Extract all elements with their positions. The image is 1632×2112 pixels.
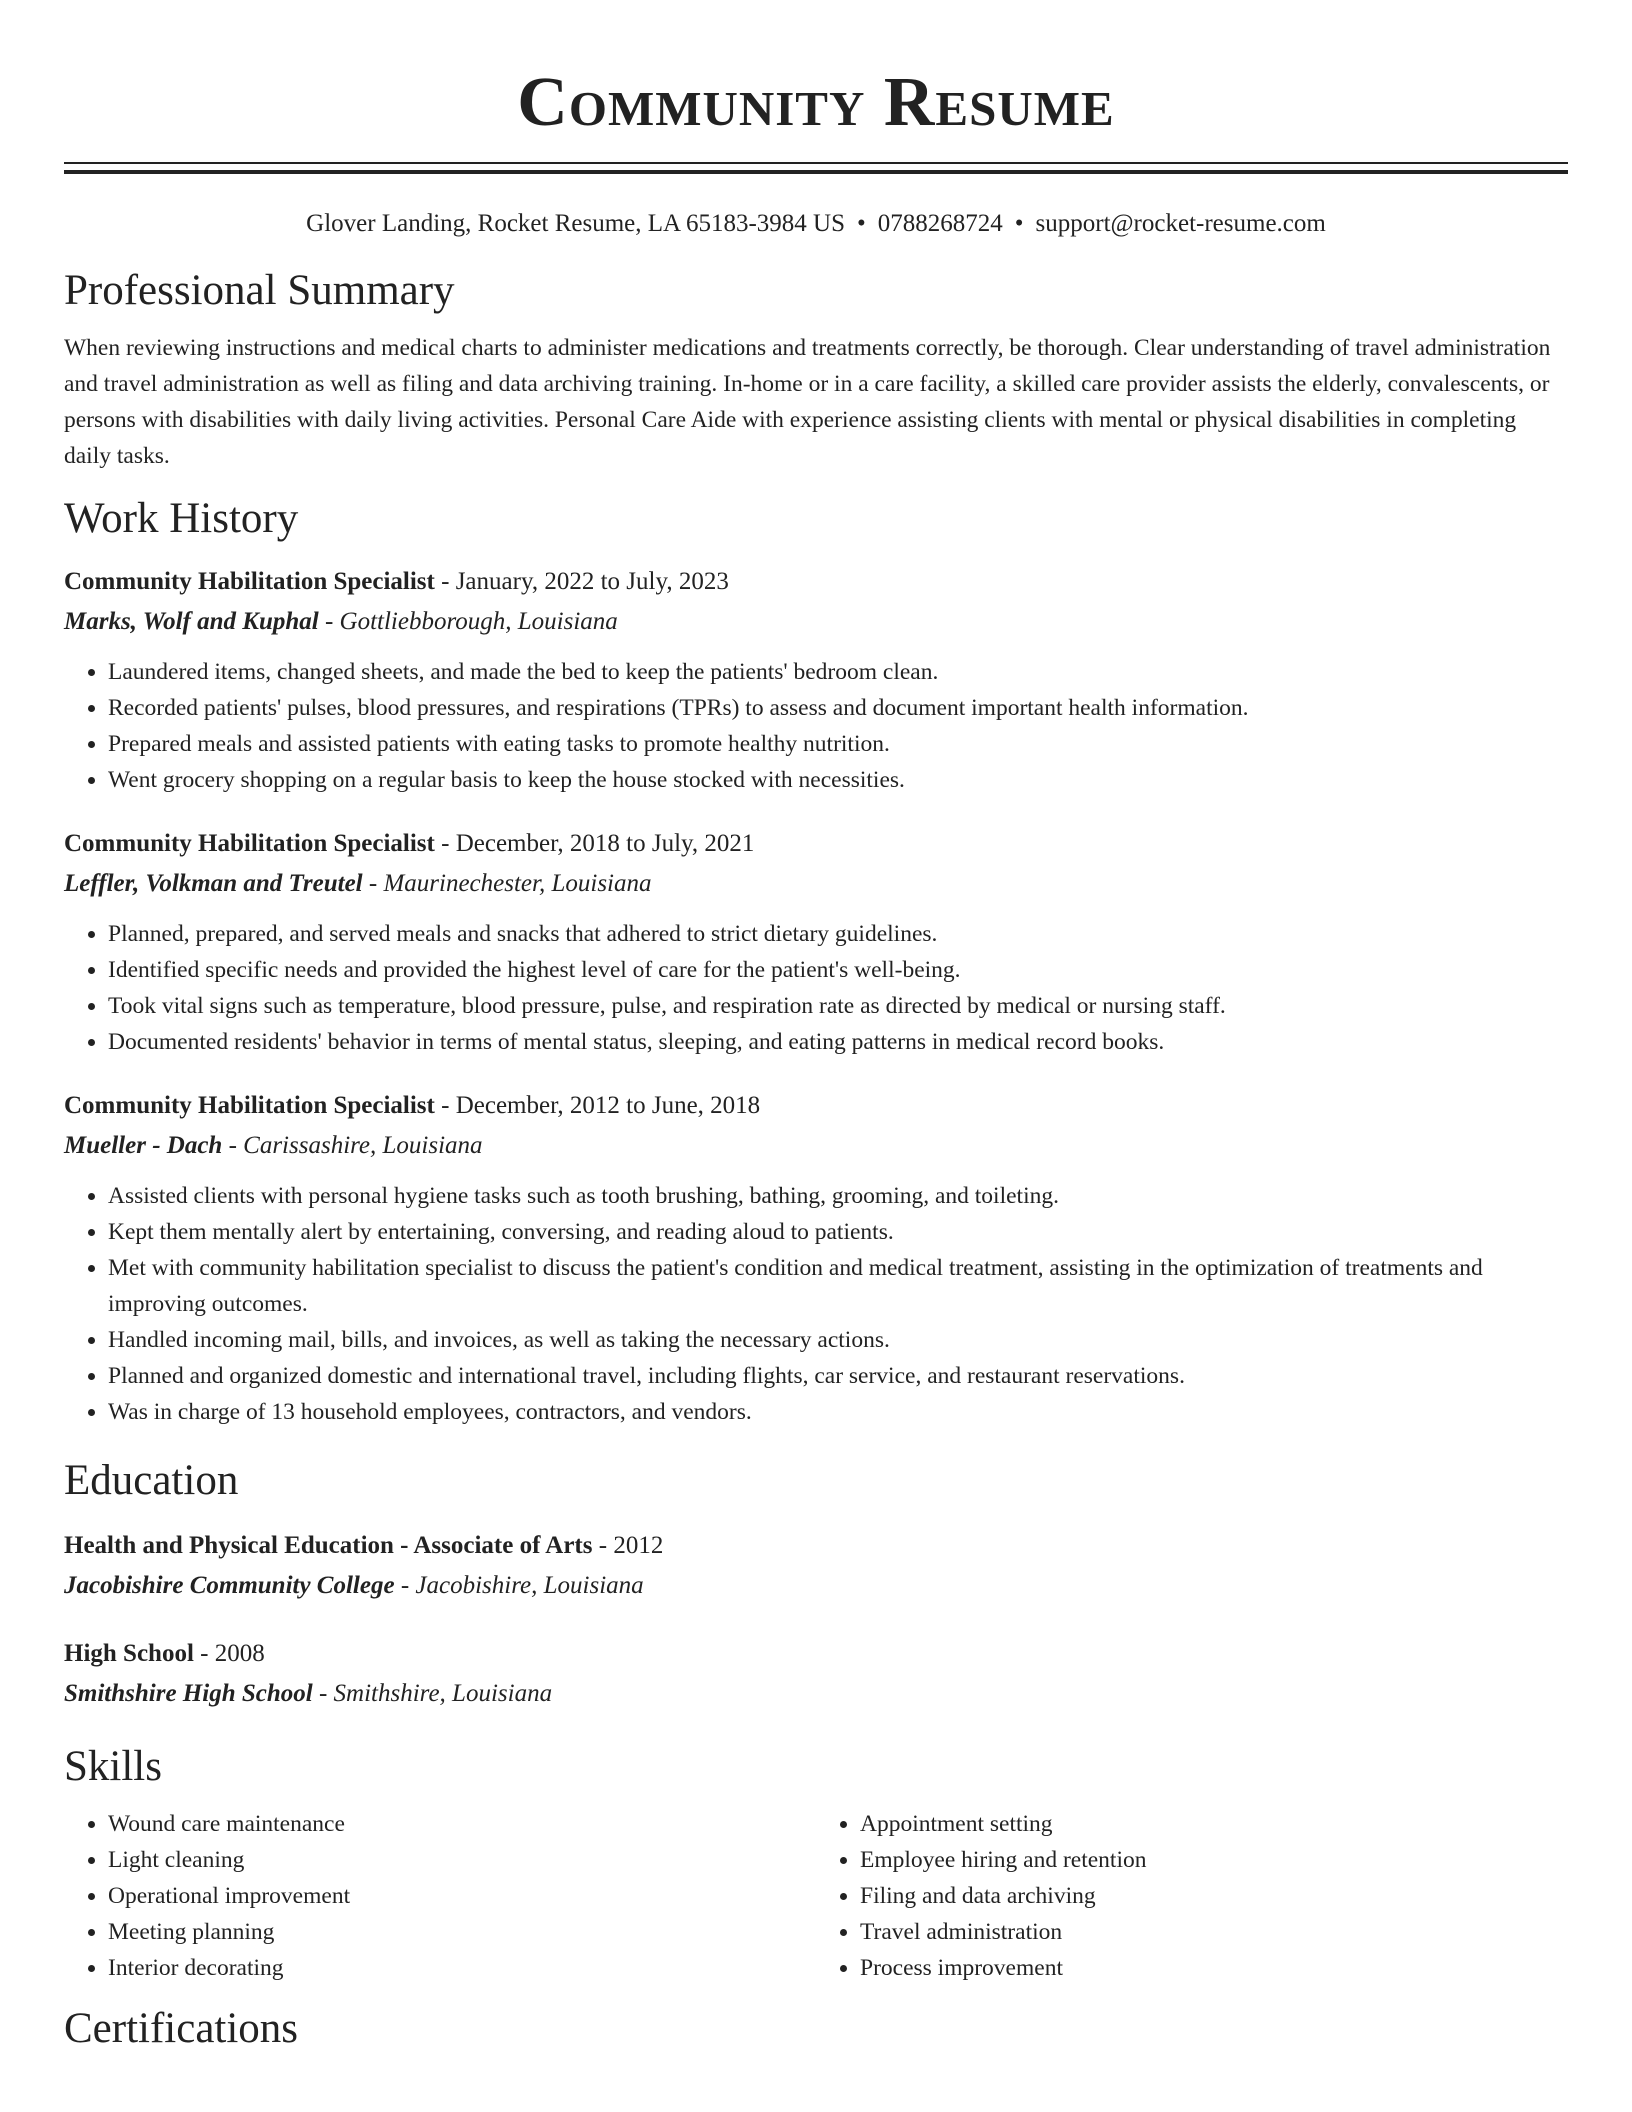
job-dates: - December, 2012 to June, 2018	[441, 1092, 761, 1119]
job-bullet: • Documented residents' behavior in terms of mental status, sleeping, and eating patterns in medical record books.	[108, 1024, 1568, 1060]
summary-text: When reviewing instructions and medical charts to administer medications and treatments correctly, be thorough. Clear understanding of travel administration and travel administration as well as filing and data archiving training. In-home or in a care facility, a skilled care provider assists the elderly, convalescents, or persons with disabilities with daily living activities. Personal Care Aide with experience assisting clients with mental or physical disabilities in completing daily tasks.	[64, 335, 1551, 469]
resume-page	[64, 0, 1568, 2054]
education-location: - Jacobishire, Louisiana	[400, 1572, 644, 1599]
education-year: - 2008	[200, 1640, 265, 1667]
job-bullets	[64, 654, 1568, 798]
job-dates: - January, 2022 to July, 2023	[441, 568, 729, 595]
skill-item: • Process improvement	[860, 1950, 1568, 1986]
divider-thick	[64, 170, 1568, 174]
skill-item: • Operational improvement	[108, 1878, 816, 1914]
work-history-heading: Work History	[64, 495, 299, 542]
skill-item: • Filing and data archiving	[860, 1878, 1568, 1914]
skill-item: • Interior decorating	[108, 1950, 816, 1986]
job-bullet: • Was in charge of 13 household employees, contractors, and vendors.	[108, 1394, 1568, 1430]
job-bullet: • Prepared meals and assisted patients with eating tasks to promote healthy nutrition.	[108, 726, 1568, 762]
job-company-line	[64, 602, 1568, 642]
education-degree-line	[64, 1526, 1568, 1566]
job-location: - Gottliebborough, Louisiana	[324, 608, 618, 635]
job-location: - Maurinechester, Louisiana	[368, 870, 652, 897]
skills-columns	[64, 1806, 1568, 1986]
contact-phone: 0788268724	[877, 210, 1003, 237]
job-company-line	[64, 1126, 1568, 1166]
education-year: - 2012	[598, 1532, 664, 1559]
skill-item: • Appointment setting	[860, 1806, 1568, 1842]
contact-address: Glover Landing, Rocket Resume, LA 65183-3984 US	[306, 210, 845, 237]
skill-item: • Employee hiring and retention	[860, 1842, 1568, 1878]
skill-item: • Light cleaning	[108, 1842, 816, 1878]
job-dates: - December, 2018 to July, 2021	[441, 830, 755, 857]
skill-item: • Wound care maintenance	[108, 1806, 816, 1842]
title-divider	[64, 162, 1568, 174]
skill-item: • Travel administration	[860, 1914, 1568, 1950]
job-bullets	[64, 916, 1568, 1060]
education-school-line	[64, 1566, 1568, 1606]
job-title-line	[64, 824, 1568, 864]
job-bullet: • Laundered items, changed sheets, and made the bed to keep the patients' bedroom clean.	[108, 654, 1568, 690]
job-bullet: • Recorded patients' pulses, blood pressures, and respirations (TPRs) to assess and document important health information.	[108, 690, 1568, 726]
education-school-line	[64, 1674, 1568, 1714]
summary-heading: Professional Summary	[64, 267, 455, 314]
job-bullets	[64, 1178, 1568, 1430]
skills-list-left	[64, 1806, 816, 1986]
job-company: Leffler, Volkman and Treutel	[64, 870, 363, 897]
job-title-line	[64, 1086, 1568, 1126]
education-entry	[64, 1634, 1568, 1714]
resume-title: Community Resume	[517, 64, 1115, 141]
job-title-line	[64, 562, 1568, 602]
job-company-line	[64, 864, 1568, 904]
education-school: Jacobishire Community College	[64, 1572, 395, 1599]
job-bullet: • Went grocery shopping on a regular basis to keep the house stocked with necessities.	[108, 762, 1568, 798]
job-bullet: • Planned and organized domestic and international travel, including flights, car service, and restaurant reservations.	[108, 1358, 1568, 1394]
education-degree-line	[64, 1634, 1568, 1674]
education-entry	[64, 1526, 1568, 1606]
job-entry	[64, 824, 1568, 1060]
job-title: Community Habilitation Specialist	[64, 568, 435, 595]
education-degree: High School	[64, 1640, 194, 1667]
job-title: Community Habilitation Specialist	[64, 1092, 435, 1119]
contact-separator: •	[1014, 210, 1024, 237]
job-bullet: • Handled incoming mail, bills, and invoices, as well as taking the necessary actions.	[108, 1322, 1568, 1358]
contact-separator: •	[857, 210, 866, 237]
job-bullet: • Identified specific needs and provided the highest level of care for the patient's well-being.	[108, 952, 1568, 988]
certifications-heading: Certifications	[64, 2005, 299, 2052]
skill-item: • Meeting planning	[108, 1914, 816, 1950]
job-entry	[64, 562, 1568, 798]
skills-heading: Skills	[64, 1743, 162, 1790]
job-title: Community Habilitation Specialist	[64, 830, 435, 857]
job-bullet: • Met with community habilitation specialist to discuss the patient's condition and medical treatment, assisting in the optimization of treatments and improving outcomes.	[108, 1250, 1568, 1322]
education-heading: Education	[64, 1457, 239, 1504]
education-location: - Smithshire, Louisiana	[318, 1680, 553, 1707]
job-bullet: • Assisted clients with personal hygiene tasks such as tooth brushing, bathing, grooming, and toileting.	[108, 1178, 1568, 1214]
education-degree: Health and Physical Education - Associate of Arts	[64, 1532, 593, 1559]
contact-line	[64, 208, 1568, 240]
job-location: - Carissashire, Louisiana	[228, 1132, 483, 1159]
contact-email: support@rocket-resume.com	[1035, 210, 1326, 237]
job-bullet: • Planned, prepared, and served meals and snacks that adhered to strict dietary guidelines.	[108, 916, 1568, 952]
job-bullet: • Kept them mentally alert by entertaining, conversing, and reading aloud to patients.	[108, 1214, 1568, 1250]
job-bullet: • Took vital signs such as temperature, blood pressure, pulse, and respiration rate as directed by medical or nursing staff.	[108, 988, 1568, 1024]
skills-list-right	[816, 1806, 1568, 1986]
divider-thin	[64, 162, 1568, 164]
job-company: Mueller - Dach	[64, 1132, 223, 1159]
job-company: Marks, Wolf and Kuphal	[64, 608, 319, 635]
job-entry	[64, 1086, 1568, 1430]
education-school: Smithshire High School	[64, 1680, 313, 1707]
